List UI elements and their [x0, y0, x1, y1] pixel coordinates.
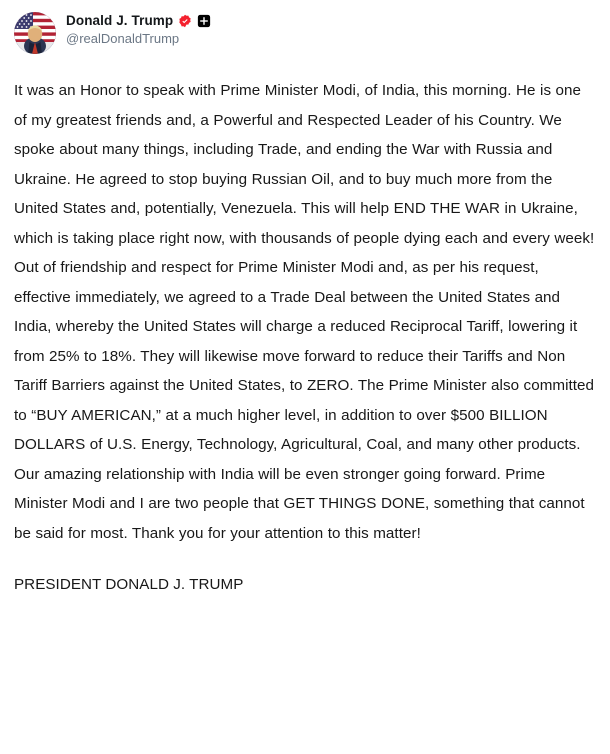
plus-badge-icon: [197, 14, 211, 28]
post-body: [14, 60, 596, 548]
avatar-flag-portrait: [14, 12, 56, 54]
author-name-row: [66, 13, 211, 28]
author-display-name: Donald J. Trump: [66, 13, 174, 28]
post-text: It was an Honor to speak with Prime Minister Modi, of India, this morning. He is one of my greatest friends and, a Powerful and Respected Leader of his Country. We spoke about many things, including Trade, and ending the War with Russia and Ukraine. He agreed to stop buying Russian Oil, and to buy much more from the United States and, potentially, Venezuela. This will help END THE WAR in Ukraine, which is taking place right now, with thousands of people dying each and every week! Out of friendship and respect for Prime Minister Modi and, as per his request, effective immediately, we agreed to a Trade Deal between the United States and India, whereby the United States will charge a reduced Reciprocal Tariff, lowering it from 25% to 18%. They will likewise move forward to reduce their Tariffs and Non Tariff Barriers against the United States, to ZERO. The Prime Minister also committed to “BUY AMERICAN,” at a much higher level, in addition to over $500 BILLION DOLLARS of U.S. Energy, Technology, Agricultural, Coal, and many other products. Our amazing relationship with India will be even stronger going forward. Prime Minister Modi and I are two people that GET THINGS DONE, something that cannot be said for most. Thank you for your attention to this matter!: [14, 82, 595, 542]
avatar[interactable]: [14, 12, 56, 54]
author-identity: [66, 12, 211, 46]
post-header: [14, 10, 596, 60]
author-handle[interactable]: @realDonaldTrump: [66, 31, 180, 46]
post-signature: PRESIDENT DONALD J. TRUMP: [14, 576, 244, 593]
verified-check-icon: [178, 14, 192, 28]
